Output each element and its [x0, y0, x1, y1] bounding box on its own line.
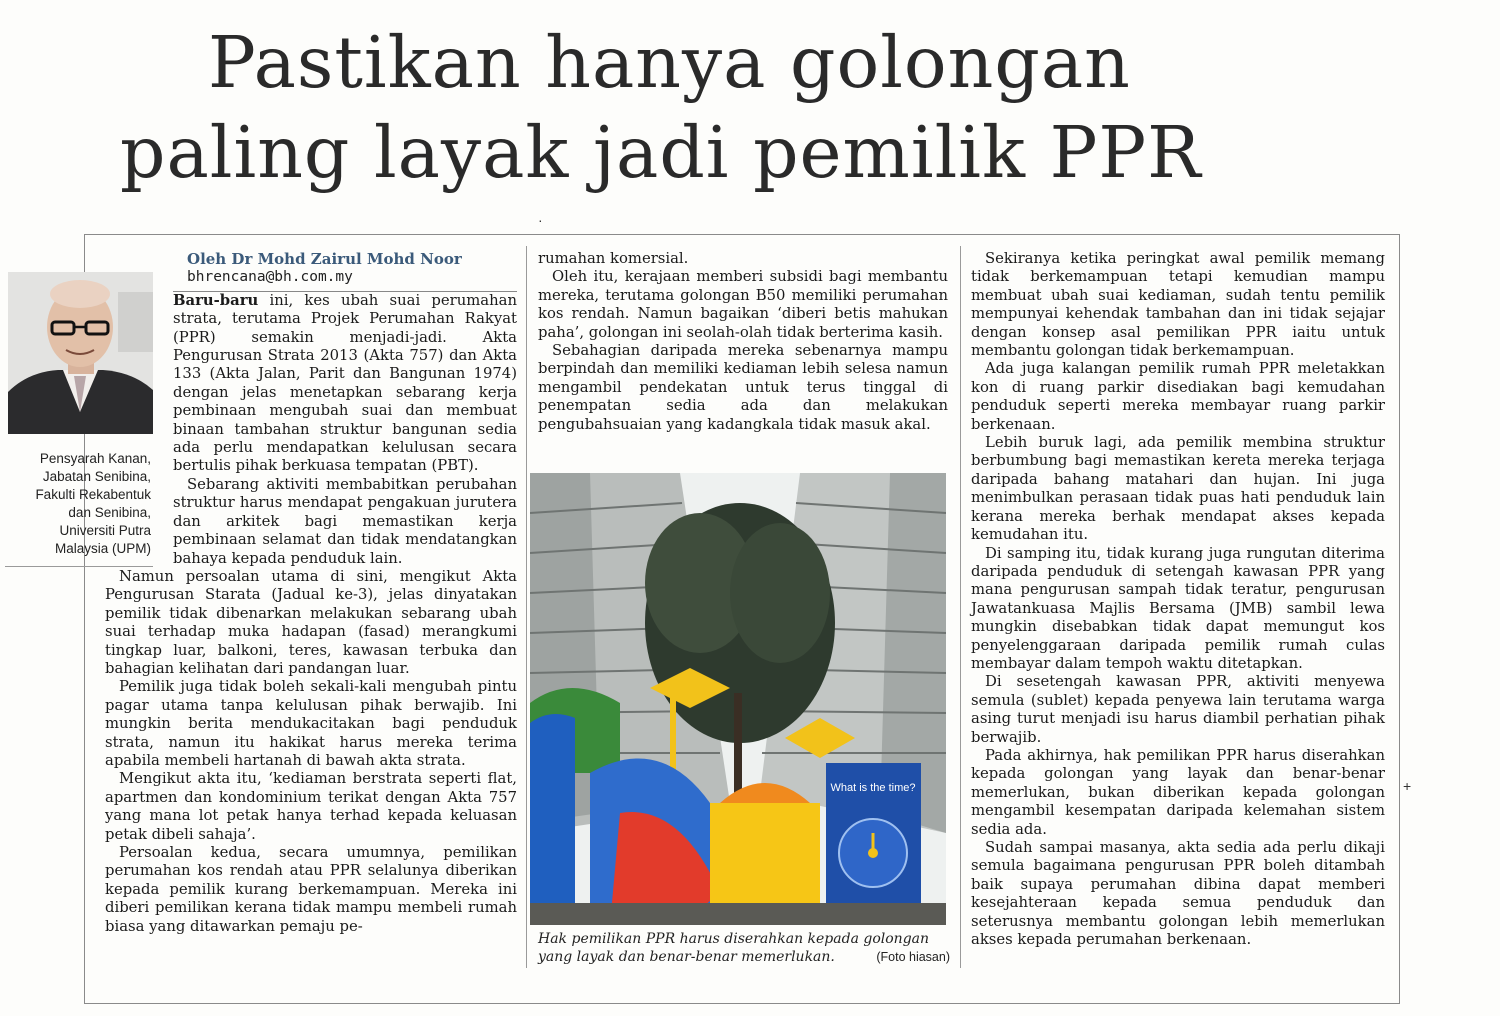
column-rule [526, 246, 527, 968]
paragraph: Pada akhirnya, hak pemilikan PPR harus diserahkan kepada golongan yang layak dan benar-benar memerlukan, bukan diberikan kepada golongan mengambil kesempatan daripada kelemahan sistem sedia ada. [971, 746, 1385, 838]
column-rule [960, 246, 961, 968]
lead-word: Baru-baru [173, 291, 259, 309]
bio-line: Universiti Putra [59, 523, 151, 538]
article-column-2 [538, 250, 948, 434]
headline-line-1: Pastikan hanya golongan [208, 21, 1131, 104]
bio-line: Fakulti Rekabentuk [35, 487, 151, 502]
paragraph: Di samping itu, tidak kurang juga rungutan diterima daripada penduduk di setengah kawasan PPR yang mana pengurusan sampah tidak teratur, pengurusan Jawatankuasa Majlis Bersama (JMB) sambil lewa mungkin disebabkan tidak dapat memungut kos penyelenggaraan daripada pemilik rumah culas membayar dalam tempoh waktu ditetapkan. [971, 544, 1385, 672]
bio-line: dan Senibina, [68, 505, 151, 520]
headline [120, 18, 1340, 198]
paragraph: rumahan komersial. [538, 250, 689, 267]
col1-wrap-top [173, 292, 517, 568]
photo-credit: (Foto hiasan) [876, 950, 950, 964]
photo-caption [538, 930, 950, 966]
byline [173, 250, 517, 292]
author-email: bhrencana@bh.com.my [173, 268, 517, 291]
paragraph: Namun persoalan utama di sini, mengikut Akta Pengurusan Starata (Jadual ke-3), jelas dinyatakan pemilik tidak dibenarkan melakukan sebarang ubah suai terhadap muka hadapan (fasad) merangkumi tingkap luar, balkoni, teres, kawasan terbuka dan bahagian kelihatan dari pandangan luar. [105, 567, 517, 677]
paragraph: Di sesetengah kawasan PPR, aktiviti menyewa semula (sublet) kepada penyewa lain terutama warga asing turut menjadi isu harus diambil perhatian pihak berwajib. [971, 673, 1385, 746]
paragraph: Mengikut akta itu, ‘kediaman berstrata seperti flat, apartmen dan kondominium terikat dengan Akta 757 yang mana lot petak hanya terhad kepada keluasan petak dibeli sahaja’. [105, 770, 517, 843]
paragraph: Sudah sampai masanya, akta sedia ada perlu dikaji semula bagaimana pengurusan PPR boleh ditambah baik supaya perumahan dibina dapat memberi kesejahteraan kepada semua penduduk dan seterusnya membantu golongan lebih memerlukan akses kepada perumahan berkenaan. [971, 839, 1385, 949]
bio-line: Jabatan Senibina, [42, 469, 151, 484]
paragraph: Ada juga kalangan pemilik rumah PPR meletakkan kon di ruang parkir disediakan bagi kemudahan penduduk seperti mereka membayar ruang parkir berkenaan. [971, 360, 1385, 433]
bio-line: Pensyarah Kanan, [39, 451, 151, 466]
article-column-1 [105, 250, 517, 936]
news-photo [530, 473, 946, 925]
paragraph: Oleh itu, kerajaan memberi subsidi bagi membantu mereka, terutama golongan B50 memiliki perumahan kos rendah. Namun bagaikan ‘diberi betis mahukan paha’, golongan ini seolah-olah tidak berterima kasih. [538, 268, 948, 341]
paragraph: Lebih buruk lagi, ada pemilik membina struktur berbumbung bagi memastikan kereta mereka terjaga daripada bahang matahari dan hujan. Ini juga menimbulkan perasaan tidak puas hati penduduk lain kerana mereka berhak mendapat akses kepada kemudahan itu. [971, 434, 1385, 544]
print-crosshair: + [1403, 778, 1412, 794]
paragraph: Sekiranya ketika peringkat awal pemilik memang tidak berkemampuan tetapi kemudian mampu membuat ubah suai kediaman, sudah tentu pemilik mempunyai kehendak tambahan dan ini tidak sejajar dengan konsep asal pemilikan PPR iaitu untuk membantu golongan tidak berkemampuan. [971, 250, 1385, 360]
caption-text: Hak pemilikan PPR harus diserahkan kepada golongan yang layak dan benar-benar memerlukan. [538, 931, 930, 965]
clock-panel-text: What is the time? [830, 782, 916, 794]
lead-paragraph [173, 292, 517, 476]
print-mark: · [538, 212, 543, 228]
paragraph: Sebahagian daripada mereka sebenarnya mampu berpindah dan memiliki kediaman lebih selesa namun mengambil pendekatan untuk terus tinggal di penempatan sedia ada dan melakukan pengubahsuaian yang kadangkala tidak masuk akal. [538, 342, 948, 433]
lead-text: ini, kes ubah suai perumahan strata, terutama Projek Perumahan Rakyat (PPR) semakin menjadi-jadi. Akta Pengurusan Strata 2013 (Akta 757) dan Akta 133 (Akta Jalan, Parit dan Bangunan 1974) dengan jelas menetapkan sebarang kerja pembinaan mengubah suai dan membuat binaan tambahan struktur bangunan sedia ada perlu mendapatkan kelulusan secara bertulis pihak berkuasa tempatan (PBT). [173, 291, 517, 475]
article-column-3 [971, 250, 1385, 949]
paragraph: Sebarang aktiviti membabitkan perubahan struktur harus mendapat pengakuan jurutera dan arkitek bagi memastikan kerja pembinaan selamat dan tidak mendatangkan bahaya kepada penduduk lain. [173, 475, 517, 567]
paragraph: Pemilik juga tidak boleh sekali-kali mengubah pintu pagar utama tanpa kelulusan pihak berwajib. Ini mungkin berita mendukacitakan bagi penduduk strata, namun itu hakikat harus mereka terima apabila membeli hartanah di bawah akta strata. [105, 678, 517, 769]
playground-apartments-image [530, 473, 946, 925]
bio-line: Malaysia (UPM) [54, 541, 151, 556]
headline-line-2: paling layak jadi pemilik PPR [120, 111, 1202, 194]
author-name: Oleh Dr Mohd Zairul Mohd Noor [187, 250, 462, 268]
paragraph: Persoalan kedua, secara umumnya, pemilikan perumahan kos rendah atau PPR selalunya diberikan kepada pemilik kurang berkemampuan. Mereka ini diberi pemilikan kerana tidak mampu membeli rumah biasa yang ditawarkan pemaju pe- [105, 844, 517, 935]
